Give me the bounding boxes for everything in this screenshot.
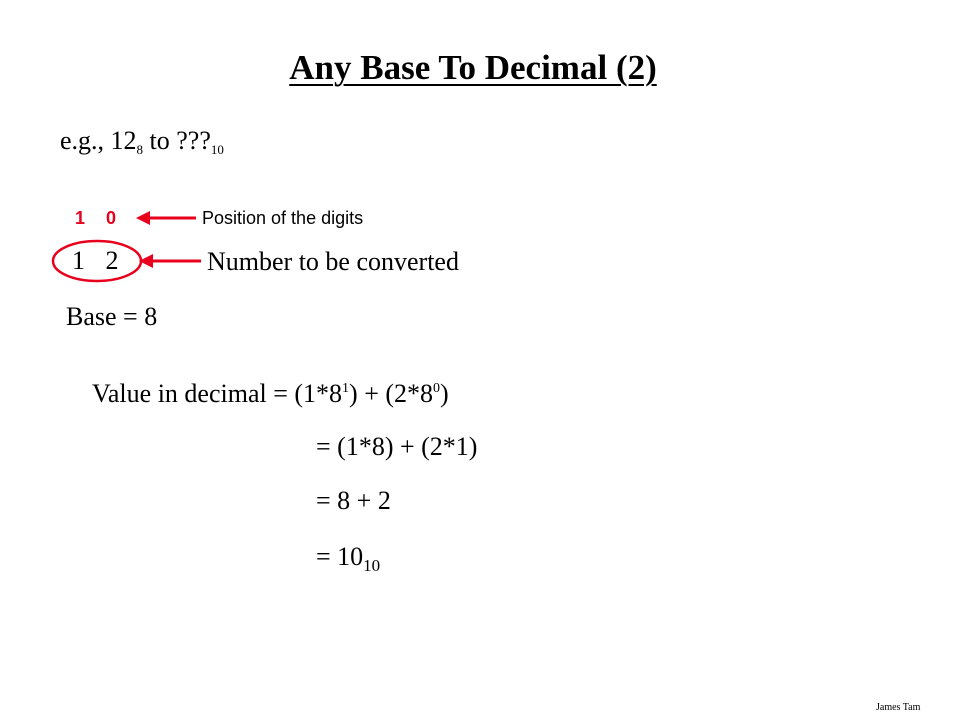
digits-circle xyxy=(53,241,141,281)
author-credit: James Tam xyxy=(876,702,921,713)
step-3-prefix: = 10 xyxy=(316,542,364,571)
value-exponent-1: 1 xyxy=(342,381,350,396)
step-3-base: 10 xyxy=(363,556,381,575)
step-3 xyxy=(316,544,380,574)
step-2: = 8 + 2 xyxy=(316,486,391,515)
example-prefix: e.g., 12 xyxy=(60,126,137,155)
value-middle: ) + (2*8 xyxy=(349,379,434,408)
position-label: Position of the digits xyxy=(202,208,364,228)
position-digits: 1 0 xyxy=(75,208,117,228)
position-arrow-head xyxy=(136,211,150,225)
value-suffix: ) xyxy=(440,379,449,408)
base-text: Base = 8 xyxy=(66,302,158,331)
step-1: = (1*8) + (2*1) xyxy=(316,432,478,461)
value-exponent-0: 0 xyxy=(433,381,441,396)
slide-title: Any Base To Decimal (2) xyxy=(289,48,657,87)
example-from-base: 8 xyxy=(136,142,144,157)
number-label: Number to be converted xyxy=(207,247,459,276)
number-digits: 1 2 xyxy=(72,246,119,275)
value-prefix: Value in decimal = (1*8 xyxy=(92,379,343,408)
value-in-decimal xyxy=(92,381,449,407)
example-to-base: 10 xyxy=(210,142,224,157)
example-middle: to ??? xyxy=(143,126,211,155)
